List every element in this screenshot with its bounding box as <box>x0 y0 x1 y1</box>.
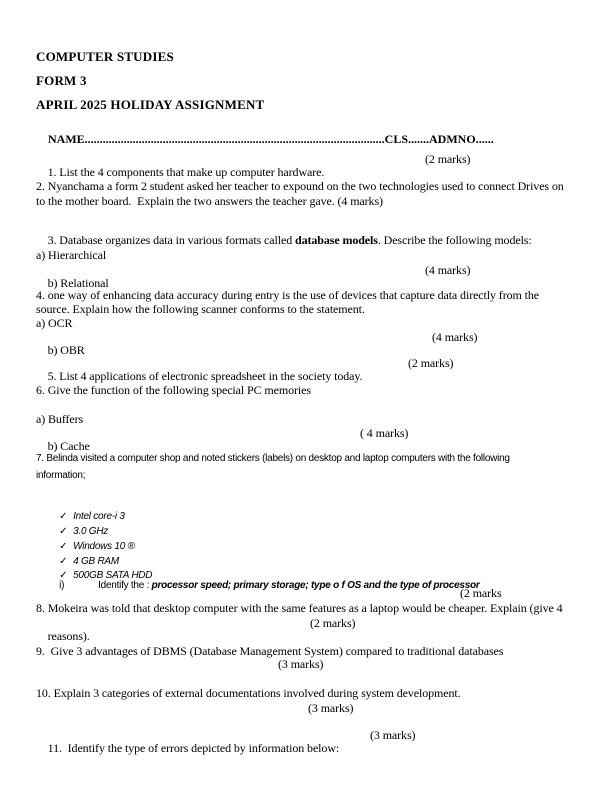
question-8-marks: (2 marks) <box>310 616 356 630</box>
checkmark-icon: ✓ <box>59 511 68 522</box>
bullet-text: 3.0 GHz <box>73 526 109 537</box>
bullet-text: 4 GB RAM <box>73 556 119 567</box>
name-blank: .................................................................................................... <box>84 132 385 146</box>
question-4-line2: source. Explain how the following scanner conforms to the statement. <box>36 302 365 316</box>
checkmark-icon: ✓ <box>59 570 68 581</box>
assignment-title: APRIL 2025 HOLIDAY ASSIGNMENT <box>36 97 265 112</box>
course-title: COMPUTER STUDIES <box>36 49 174 64</box>
admno-blank: ...... <box>475 132 494 146</box>
question-7-line2: information; <box>36 470 86 481</box>
question-3-suffix: . Describe the following models: <box>377 233 532 247</box>
question-9-marks: (3 marks) <box>278 657 324 671</box>
name-label: NAME <box>48 132 85 146</box>
question-2-line1: 2. Nyanchama a form 2 student asked her teacher to expound on the two technologies used to connect Drives on <box>36 179 564 193</box>
question-11-text: 11. Identify the type of errors depicted by information below: <box>47 741 340 755</box>
item-i-text: Identify the : <box>98 580 152 591</box>
question-10: 10. Explain 3 categories of external documentations involved during system development. <box>36 686 461 700</box>
question-11-marks: (3 marks) <box>370 728 416 742</box>
question-6-option-a: a) Buffers <box>36 412 84 426</box>
question-3-prefix: 3. Database organizes data in various formats called <box>47 233 295 247</box>
item-i-label: i) <box>59 580 65 591</box>
checkmark-icon: ✓ <box>59 526 68 537</box>
bullet-text: Windows 10 ® <box>73 541 135 552</box>
question-8-line2-text: reasons). <box>47 629 90 643</box>
bullet-text: Intel core-i 3 <box>73 511 125 522</box>
question-9: 9. Give 3 advantages of DBMS (Database Management System) compared to traditional databases <box>36 644 504 658</box>
checkmark-icon: ✓ <box>59 556 68 567</box>
question-7-marks: (2 marks <box>460 586 502 600</box>
cls-blank: ....... <box>408 132 430 146</box>
bullet-text: 500GB SATA HDD <box>73 570 153 581</box>
question-8-line1: 8. Mokeira was told that desktop computer with the same features as a laptop would be cheaper. Explain (give 4 <box>36 601 563 615</box>
question-3-option-a: a) Hierarchical <box>36 248 107 262</box>
question-3-marks: (4 marks) <box>425 263 471 277</box>
question-1-text: 1. List the 4 components that make up computer hardware. <box>47 165 325 179</box>
question-4-line1: 4. one way of enhancing data accuracy during entry is the use of devices that capture data directly from the <box>36 288 539 302</box>
question-4-option-b-text: b) OBR <box>47 343 85 357</box>
question-7-line1: 7. Belinda visited a computer shop and noted stickers (labels) on desktop and laptop computers with the following <box>36 453 510 464</box>
question-11 <box>36 728 416 781</box>
question-1-marks: (2 marks) <box>425 152 471 166</box>
item-i-emphasis: processor speed; primary storage; type o f OS and the type of processor <box>151 580 480 591</box>
question-4-option-a: a) OCR <box>36 316 73 330</box>
question-3-bold-term: database models <box>295 233 378 247</box>
form-title: FORM 3 <box>36 73 87 88</box>
question-2-line2: to the mother board. Explain the two answers the teacher gave. (4 marks) <box>36 194 383 208</box>
question-3 <box>36 221 532 260</box>
checkmark-icon: ✓ <box>59 541 68 552</box>
question-6: 6. Give the function of the following special PC memories <box>36 383 311 397</box>
question-4-marks: (4 marks) <box>432 330 478 344</box>
question-10-marks: (3 marks) <box>308 701 354 715</box>
question-3-option-b-text: b) Relational <box>47 276 109 290</box>
question-7-item-i <box>49 566 480 605</box>
question-5-text: 5. List 4 applications of electronic spreadsheet in the society today. <box>47 369 363 383</box>
question-6-option-b-text: b) Cache <box>47 439 90 453</box>
question-6-marks: ( 4 marks) <box>360 426 409 440</box>
question-5-marks: (2 marks) <box>408 356 454 370</box>
cls-label: CLS <box>384 132 409 146</box>
admno-label: ADMNO <box>429 132 476 146</box>
